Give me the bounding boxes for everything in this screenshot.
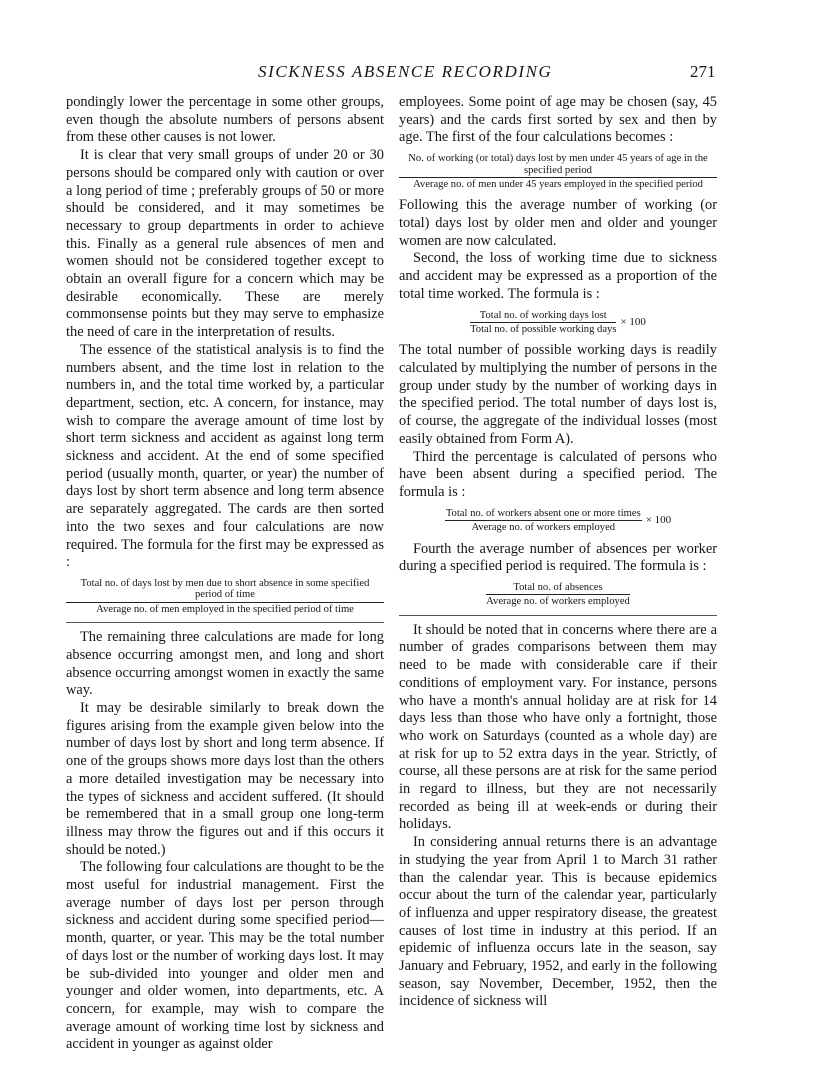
formula-numerator: No. of working (or total) days lost by men under 45 years of age in the specified period (399, 153, 717, 178)
formula-numerator: Total no. of working days lost (470, 310, 616, 323)
paragraph: The following four calculations are thought to be the most useful for industrial management. First the average number of days lost per person through sickness and accident during some specified period—month, quarter, or year. This may be the total number of days lost or the number of working days lost. It may be sub-divided into younger and older men and younger and older women, into departments, etc. A concern, for example, may wish to compare the average amount of working time lost by sickness and accident in younger as against older (66, 859, 384, 1053)
paragraph: pondingly lower the percentage in some other groups, even though the absolute numbers of persons absent from these other causes is not lower. (66, 94, 384, 146)
formula-denominator: Average no. of workers employed (486, 596, 630, 608)
paragraph: Following this the average number of working (or total) days lost by older men and older and younger women are now calculated. (399, 197, 717, 249)
paragraph: Third the percentage is calculated of persons who have been absent during a specified period. The formula is : (399, 448, 717, 500)
page-number: 271 (690, 62, 716, 81)
formula-denominator: Average no. of workers employed (471, 522, 616, 534)
formula-multiplier: × 100 (620, 315, 646, 328)
paragraph: The remaining three calculations are made for long absence occurring amongst men, and long and short absence occurring amongst women in exactly the same way. (66, 629, 384, 699)
formula-numerator: Total no. of absences (486, 582, 630, 595)
formula-workers-absent-percentage (399, 508, 717, 534)
formula-numerator: Total no. of days lost by men due to short absence in some specified period of time (66, 578, 384, 603)
running-title: SICKNESS ABSENCE RECORDING (258, 62, 553, 81)
paragraph: Second, the loss of working time due to sickness and accident may be expressed as a proportion of the total time worked. The formula is : (399, 250, 717, 302)
paragraph: The essence of the statistical analysis is to find the numbers absent, and the time lost in relation to the numbers in, and the total time worked by, a particular department, section, etc. A concern, for instance, may wish to compare the average amount of time lost by short term sickness and accident as against long term sickness and accident. At the end of some specified period (usually month, quarter, or year) the number of days lost by short term absence and long term absence are separately aggregated. The cards are then sorted into the two sexes and four calculations are now required. The formula for the first may be expressed as : (66, 341, 384, 571)
paragraph: It is clear that very small groups of under 20 or 30 persons should be compared only with caution or over a long period of time ; preferably groups of 50 or more should be considered, and it may sometimes be necessary to group departments in order to achieve this. Finally as a general rule absences of men and women should not be considered together except to obtain an overall figure for a concern which may be desirable economically. These are merely commonsense points but they may serve to emphasize the need of care in the interpretation of results. (66, 147, 384, 341)
formula-denominator: Average no. of men employed in the specified period of time (96, 603, 354, 615)
paragraph: The total number of possible working days is readily calculated by multiplying the number of persons in the group under study by the number of working days in the specified period. The total number of days lost is, of course, the aggregate of the individual losses (most easily obtained from Form A). (399, 342, 717, 447)
formula-working-time-lost (399, 310, 717, 336)
left-column (66, 94, 384, 1054)
formula-numerator: Total no. of workers absent one or more times (445, 508, 642, 521)
formula-days-lost-men-under-45 (399, 153, 717, 190)
running-head (0, 62, 816, 86)
paragraph: It may be desirable similarly to break down the figures arising from the example given below into the number of days lost by short and long term absence. If one of the groups shows more days lost than the others a more detailed investigation may be necessary into the types of sickness and accident suffered. (It should be remembered that in a small group one long-term illness may throw the figures out and if this occurs it should be noted.) (66, 700, 384, 858)
paragraph: In considering annual returns there is an advantage in studying the year from April 1 to March 31 rather than the calendar year. This is because epidemics occur about the turn of the calendar year, particularly of influenza and upper respiratory disease, the greatest causes of lost time in industry at this period. If an epidemic of influenza occurs late in the season, say January and February, 1952, and early in the following season, say November, December, 1952, then the incidence of sickness will (399, 834, 717, 1010)
formula-absences-per-worker (399, 582, 717, 608)
paragraph: employees. Some point of age may be chosen (say, 45 years) and the cards first sorted by sex and then by age. The first of the four calculations becomes : (399, 94, 717, 146)
paragraph: Fourth the average number of absences per worker during a specified period is required. The formula is : (399, 540, 717, 575)
divider (399, 615, 717, 616)
right-column (399, 94, 717, 1011)
formula-denominator: Average no. of men under 45 years employed in the specified period (413, 178, 703, 190)
paragraph: It should be noted that in concerns where there are a number of grades comparisons between them may need to be made with considerable care if their conditions of employment vary. For instance, persons who have a month's annual holiday are at risk for 14 days less than those who have only a fortnight, those who work on Saturdays (counted as a whole day) are at risk for up to 52 extra days in the year. Strictly, of course, all these persons are at risk for the same period in regard to illness, but they are not necessarily recorded as being ill at week-ends or during their holidays. (399, 621, 717, 833)
formula-short-absence-men (66, 578, 384, 615)
formula-denominator: Total no. of possible working days (470, 323, 617, 335)
divider (66, 622, 384, 623)
formula-multiplier: × 100 (645, 513, 672, 526)
